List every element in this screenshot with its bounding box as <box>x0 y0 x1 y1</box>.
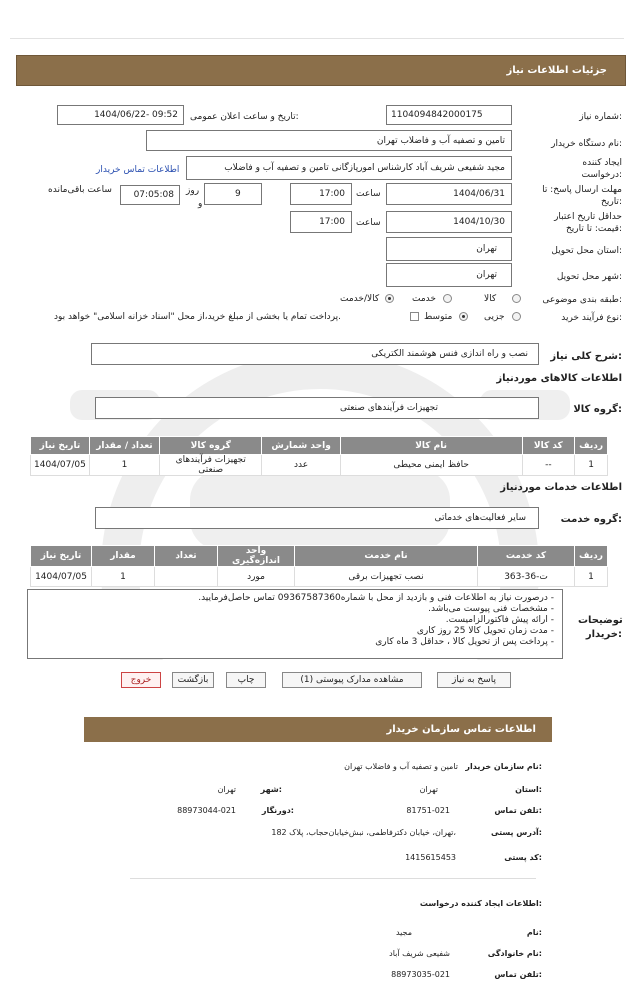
cell-amount: 1 <box>92 567 155 587</box>
reply-deadline-time: 17:00 <box>319 189 345 199</box>
contact-divider <box>130 878 536 879</box>
summary-value: نصب و راه اندازی فنس هوشمند الکتریکی <box>371 349 528 359</box>
summary-label: شرح کلی نیاز: <box>550 351 622 362</box>
cell-name: نصب تجهیزات برقی <box>295 567 478 587</box>
services-section-title: اطلاعات خدمات موردنیاز <box>500 482 622 493</box>
reply-deadline-date-field <box>386 183 512 205</box>
note-line: - مشخصات فنی پیوست می‌باشد. <box>428 604 554 614</box>
price-validity-time: 17:00 <box>319 217 345 227</box>
cell-group: تجهیزات فرآیندهای صنعتی <box>160 455 262 476</box>
note-line: - مدت زمان تحویل کالا 25 روز کاری <box>416 626 554 636</box>
creator-family-label: نام خانوادگی: <box>487 949 542 958</box>
creator-phone-label: تلفن تماس: <box>494 970 542 979</box>
cell-unit: عدد <box>262 455 340 476</box>
process-radio-minor[interactable] <box>512 312 521 321</box>
announce-datetime-value: 1404/06/22- 09:52 <box>94 110 178 120</box>
cell-date: 1404/07/05 <box>31 567 92 587</box>
page-header <box>16 55 626 86</box>
contact-org-value: تامین و تصفیه آب و فاضلاب تهران <box>344 762 458 771</box>
cell-quantity: 1 <box>89 455 159 476</box>
requester-value: مجید شفیعی شریف آباد کارشناس امورپازگانی تامین و تصفیه آب و فاضلاب <box>224 163 505 173</box>
remaining-time-field <box>120 185 180 205</box>
need-number-field <box>386 105 512 125</box>
top-divider <box>10 38 624 39</box>
contact-address-label: آدرس پستی: <box>491 828 542 837</box>
page-title: جزئیات اطلاعات نیاز <box>506 65 607 76</box>
col-amount: مقدار <box>92 546 155 567</box>
services-table <box>30 545 608 587</box>
category-option-goods: کالا <box>484 294 497 304</box>
col-row: ردیف <box>575 437 608 455</box>
contact-fax-label: دورنگار: <box>261 806 294 815</box>
reply-deadline-label: مهلت ارسال پاسخ: تا تاریخ: <box>542 185 622 207</box>
col-goods-code: کد کالا <box>522 437 575 455</box>
contact-postal-label: کد پستی: <box>504 853 542 862</box>
buyer-notes-label: توضیحات خریدار: <box>578 615 623 640</box>
table-row <box>31 567 608 587</box>
category-option-goods-service: کالا/خدمت <box>340 294 380 304</box>
view-attachments-button[interactable]: مشاهده مدارک پیوستی (1) <box>282 672 422 688</box>
col-service-name: نام خدمت <box>295 546 478 567</box>
reply-deadline-date: 1404/06/31 <box>453 189 505 199</box>
city-label: شهر محل تحویل: <box>556 272 622 282</box>
contact-org-label: نام سازمان خریدار: <box>465 762 542 771</box>
col-service-code: کد خدمت <box>478 546 575 567</box>
goods-group-label: گروه کالا: <box>573 404 622 415</box>
category-option-service: خدمت <box>412 294 436 304</box>
remaining-and: و <box>198 199 203 209</box>
category-radio-service[interactable] <box>443 294 452 303</box>
services-group-value: سایر فعالیت‌های خدماتی <box>434 513 526 523</box>
city-value: تهران <box>476 270 497 280</box>
buyer-org-label: نام دستگاه خریدار: <box>551 139 622 149</box>
remaining-days-field <box>204 183 262 205</box>
need-number-value: 1104094842000175 <box>391 110 483 120</box>
reply-deadline-time-field <box>290 183 352 205</box>
back-button[interactable]: بازگشت <box>172 672 214 688</box>
city-field <box>386 263 512 287</box>
cell-unit: مورد <box>218 567 295 587</box>
contact-address-value: تهران، خیابان دکترفاطمی، نبش‌خیابان‌حجاب، پلاک 182، <box>271 828 456 837</box>
goods-table-header <box>31 437 608 455</box>
col-goods-group: گروه کالا <box>160 437 262 455</box>
cell-code: -- <box>522 455 575 476</box>
category-label: طبقه بندی موضوعی: <box>542 295 622 305</box>
contact-header <box>84 717 552 742</box>
cell-count <box>155 567 218 587</box>
contact-phone-value: 81751-021 <box>406 806 450 815</box>
price-validity-date-field <box>386 211 512 233</box>
creator-name-value: مجید <box>395 928 412 937</box>
goods-group-value: تجهیزات فرآیندهای صنعتی <box>339 403 438 413</box>
col-need-date: تاریخ نیاز <box>31 437 90 455</box>
creator-family-value: شفیعی شریف آباد <box>389 949 450 958</box>
process-type-label: نوع فرآیند خرید: <box>561 313 622 323</box>
cell-code: ت-36-363 <box>478 567 575 587</box>
cell-date: 1404/07/05 <box>31 455 90 476</box>
exit-button[interactable]: خروج <box>121 672 161 688</box>
process-option-medium: متوسط <box>424 312 453 322</box>
print-button[interactable]: چاپ <box>226 672 266 688</box>
price-validity-time-field <box>290 211 352 233</box>
price-validity-date: 1404/10/30 <box>453 217 505 227</box>
remaining-time-label: ساعت باقی‌مانده <box>48 185 112 195</box>
buyer-contact-link[interactable]: اطلاعات تماس خریدار <box>96 165 180 175</box>
summary-field <box>91 343 539 365</box>
col-measure-unit: واحد اندازه‌گیری <box>218 546 295 567</box>
col-goods-name: نام کالا <box>340 437 522 455</box>
contact-city-label: شهر: <box>260 785 282 794</box>
reply-button[interactable]: پاسخ به نیاز <box>437 672 511 688</box>
province-label: استان محل تحویل: <box>551 246 622 256</box>
announce-datetime-label: تاریخ و ساعت اعلان عمومی: <box>190 112 299 122</box>
treasury-note: پرداخت تمام یا بخشی از مبلغ خرید،از محل "اسناد خزانه اسلامی" خواهد بود. <box>54 312 342 322</box>
goods-table <box>30 436 608 476</box>
requester-label: ایجاد کننده درخواست: <box>581 158 622 180</box>
need-number-label: شماره نیاز: <box>579 112 622 122</box>
province-value: تهران <box>476 244 497 254</box>
requester-field <box>186 156 512 180</box>
remaining-days: 9 <box>235 189 241 199</box>
contact-postal-value: 1415615453 <box>405 853 456 862</box>
contact-city-value: تهران <box>217 785 236 794</box>
col-count: تعداد <box>155 546 218 567</box>
creator-title: اطلاعات ایجاد کننده درخواست: <box>419 899 542 908</box>
cell-name: حافظ ایمنی محیطی <box>340 455 522 476</box>
col-unit: واحد شمارش <box>262 437 340 455</box>
creator-phone-value: 88973035-021 <box>391 970 450 979</box>
note-line: - درصورت نیاز به اطلاعات فنی و بازدید از محل با شماره09367587360 تماس حاصل‌فرمایید. <box>198 593 554 603</box>
cell-row: 1 <box>575 455 608 476</box>
creator-name-label: نام: <box>526 928 542 937</box>
services-group-field <box>95 507 539 529</box>
treasury-checkbox[interactable] <box>410 312 419 321</box>
category-radio-goods[interactable] <box>512 294 521 303</box>
col-need-date: تاریخ نیاز <box>31 546 92 567</box>
col-quantity: تعداد / مقدار <box>89 437 159 455</box>
goods-section-title: اطلاعات کالاهای موردنیاز <box>496 373 622 384</box>
price-validity-time-label: ساعت <box>356 218 381 228</box>
col-row: ردیف <box>575 546 608 567</box>
contact-province-label: استان: <box>515 785 542 794</box>
price-validity-label: حداقل تاریخ اعتبار قیمت: تا تاریخ: <box>554 212 622 234</box>
remaining-days-label: روز <box>186 186 200 196</box>
goods-group-field <box>95 397 539 419</box>
buyer-notes-field <box>27 589 563 659</box>
note-line: - ارائه پیش فاکتورالزامیست. <box>445 615 554 625</box>
buyer-org-field <box>146 130 512 151</box>
reply-deadline-time-label: ساعت <box>356 189 381 199</box>
contact-province-value: تهران <box>419 785 438 794</box>
remaining-time: 07:05:08 <box>133 190 174 200</box>
services-table-header <box>31 546 608 567</box>
services-group-label: گروه خدمت: <box>560 514 622 525</box>
cell-row: 1 <box>575 567 608 587</box>
contact-phone-label: تلفن تماس: <box>494 806 542 815</box>
category-radio-goods-service[interactable] <box>385 294 394 303</box>
province-field <box>386 237 512 261</box>
contact-fax-value: 88973044-021 <box>177 806 236 815</box>
process-option-minor: جزیی <box>484 312 505 322</box>
table-row <box>31 455 608 476</box>
buyer-org-value: تامین و تصفیه آب و فاضلاب تهران <box>376 135 505 146</box>
announce-datetime-field <box>57 105 184 125</box>
note-line: - پرداخت پس از تحویل کالا ، حداقل 3 ماه کاری <box>375 637 554 647</box>
contact-title: اطلاعات تماس سازمان خریدار <box>386 724 536 735</box>
process-radio-medium[interactable] <box>459 312 468 321</box>
